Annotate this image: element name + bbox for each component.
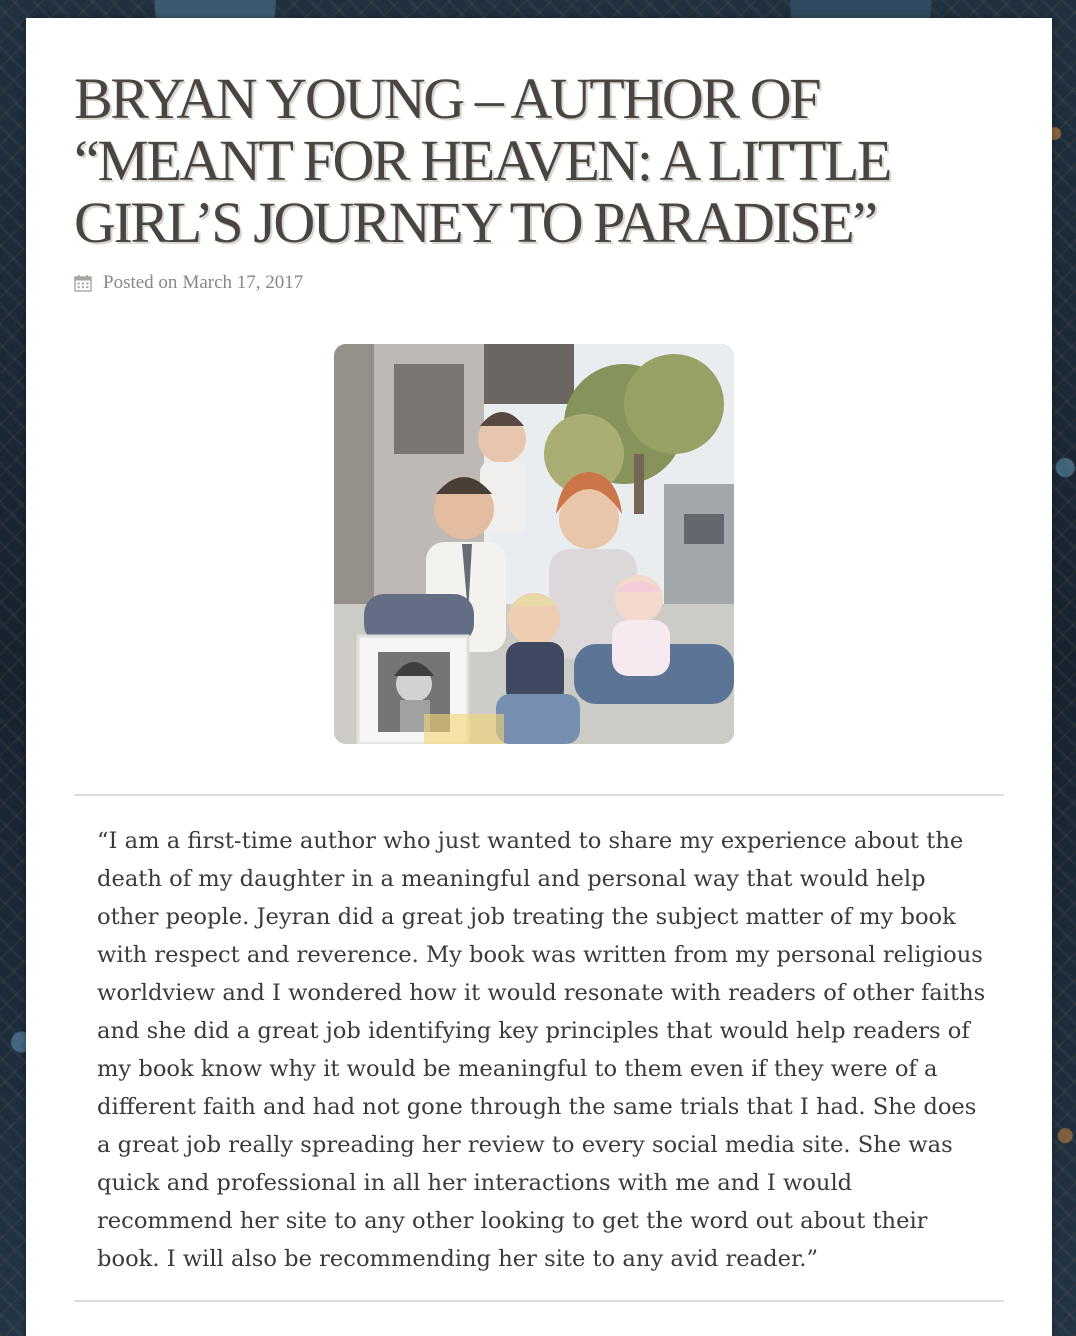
- post-card: [26, 18, 1052, 1336]
- testimonial-text: “I am a first-time author who just wanted to share my experience about the death of my daughter in a meaningful and personal way that would help other people. Jeyran did a great job treating the subject matter of my book with respect and reverence. My book was written from my personal religious worldview and I wondered how it would resonate with readers of other faiths and she did a great job identifying key principles that would help readers of my book know why it would be meaningful to them even if they were of a different faith and had not gone through the same trials that I had. She does a great job really spreading her review to every social media site. She was quick and professional in all her interactions with me and I would recommend her site to any other looking to get the word out about their book. I will also be recommending her site to any avid reader.”: [97, 828, 986, 1272]
- divider-bottom: [74, 1300, 1004, 1302]
- divider-top: [74, 794, 1004, 796]
- post-meta: [74, 272, 303, 294]
- family-photo: [334, 344, 734, 744]
- posted-on-label: Posted on: [103, 272, 178, 293]
- calendar-icon: [74, 274, 92, 292]
- post-title: BRYAN YOUNG – AUTHOR OF “MEANT FOR HEAVEN: A LITTLE GIRL’S JOURNEY TO PARADISE”: [74, 66, 890, 255]
- post-date-link[interactable]: March 17, 2017: [182, 272, 304, 293]
